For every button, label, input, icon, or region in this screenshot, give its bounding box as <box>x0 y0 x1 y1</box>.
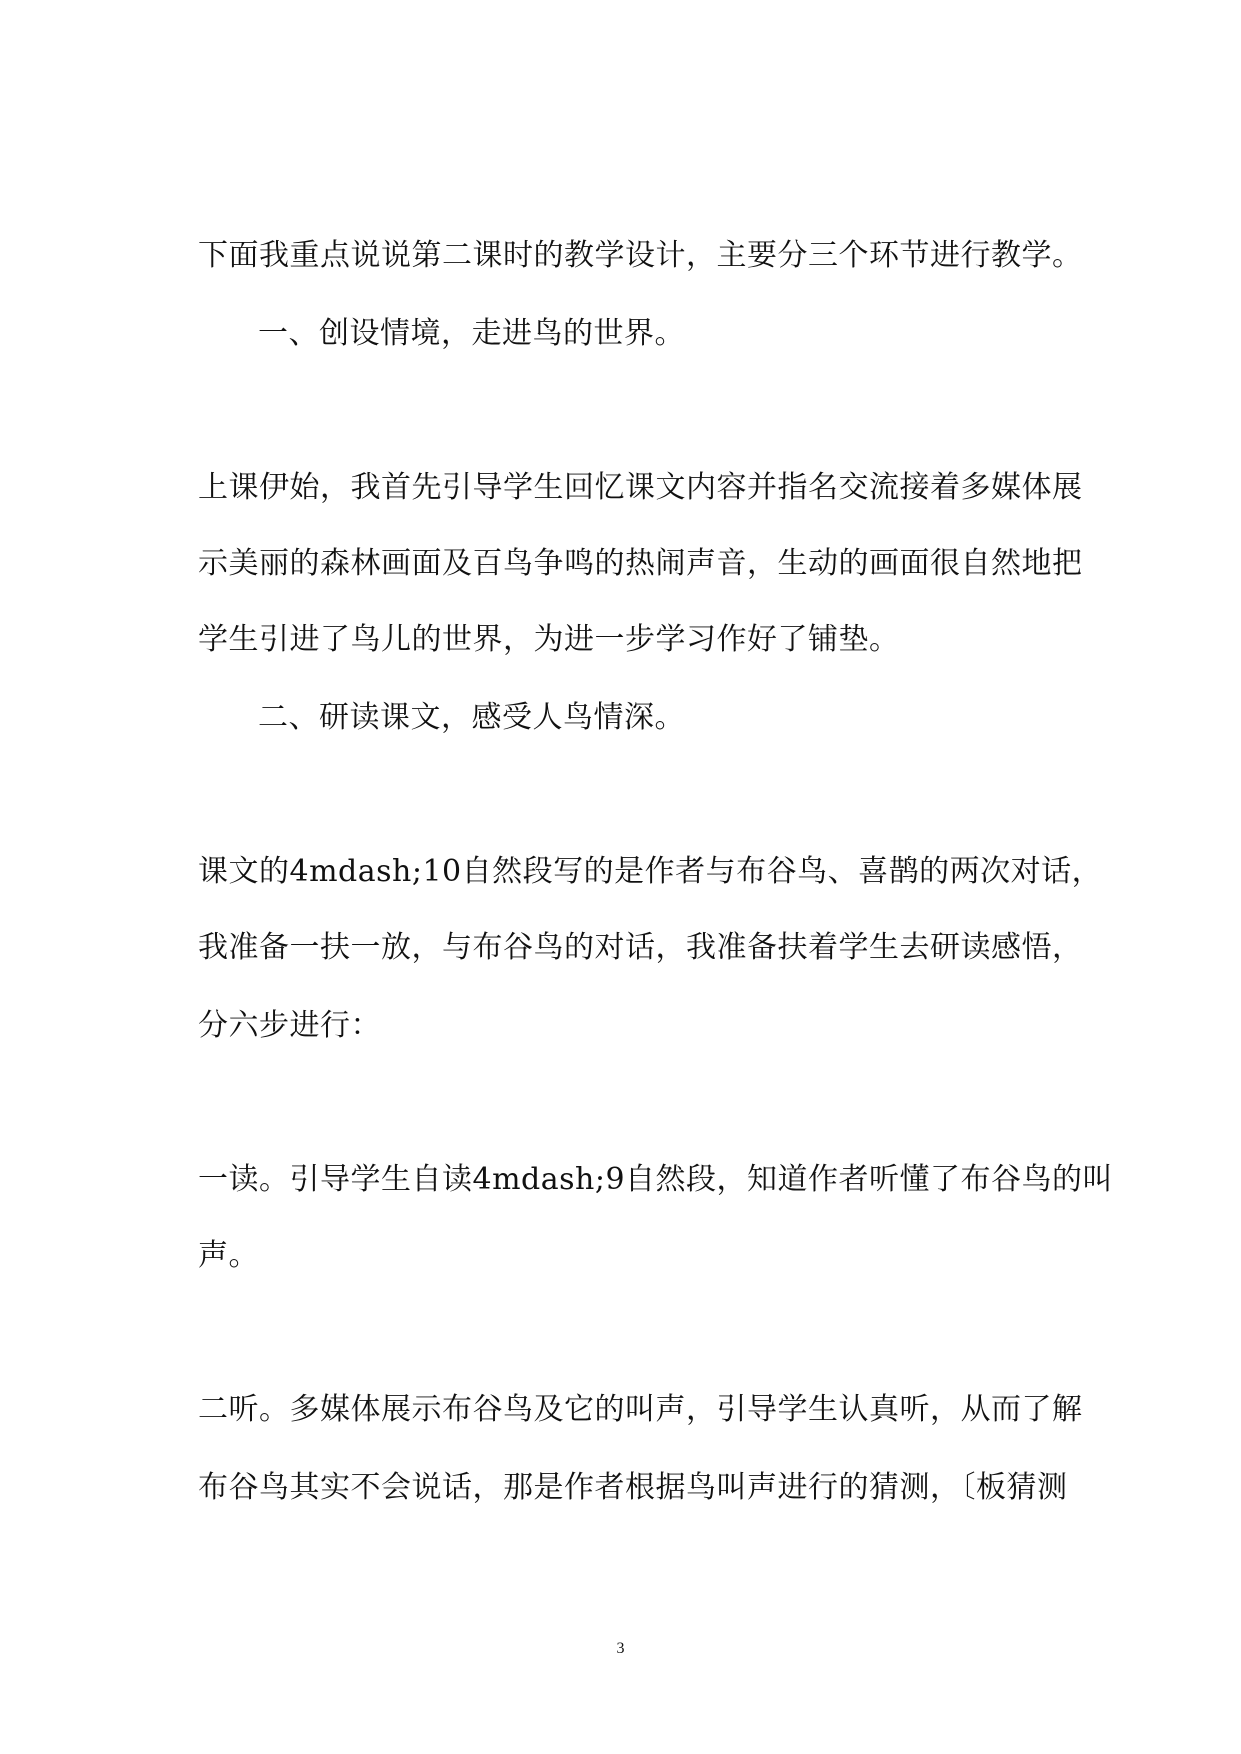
paragraph-line: 课文的4mdash;10自然段写的是作者与布谷鸟、喜鹊的两次对话， <box>198 854 1103 889</box>
paragraph-line: 我准备一扶一放，与布谷鸟的对话，我准备扶着学生去研读感悟， <box>198 930 1083 965</box>
paragraph-line: 一读。引导学生自读4mdash;9自然段，知道作者听懂了布谷鸟的叫 <box>198 1162 1114 1197</box>
paragraph-line-intro: 下面我重点说说第二课时的教学设计，主要分三个环节进行教学。 <box>198 238 1083 273</box>
section-heading-2: 二、研读课文，感受人鸟情深。 <box>258 700 685 735</box>
paragraph-line: 示美丽的森林画面及百鸟争鸣的热闹声音，生动的画面很自然地把 <box>198 546 1083 581</box>
paragraph-line: 分六步进行： <box>198 1008 381 1043</box>
paragraph-line: 声。 <box>198 1238 259 1273</box>
page-number: 3 <box>616 1640 625 1657</box>
paragraph-line: 学生引进了鸟儿的世界，为进一步学习作好了铺垫。 <box>198 622 900 657</box>
section-heading-1: 一、创设情境，走进鸟的世界。 <box>258 316 685 351</box>
paragraph-line: 二听。多媒体展示布谷鸟及它的叫声，引导学生认真听，从而了解 <box>198 1392 1083 1427</box>
paragraph-line: 布谷鸟其实不会说话，那是作者根据鸟叫声进行的猜测，〔板猜测 <box>198 1470 1068 1505</box>
paragraph-line: 上课伊始，我首先引导学生回忆课文内容并指名交流接着多媒体展 <box>198 470 1083 505</box>
